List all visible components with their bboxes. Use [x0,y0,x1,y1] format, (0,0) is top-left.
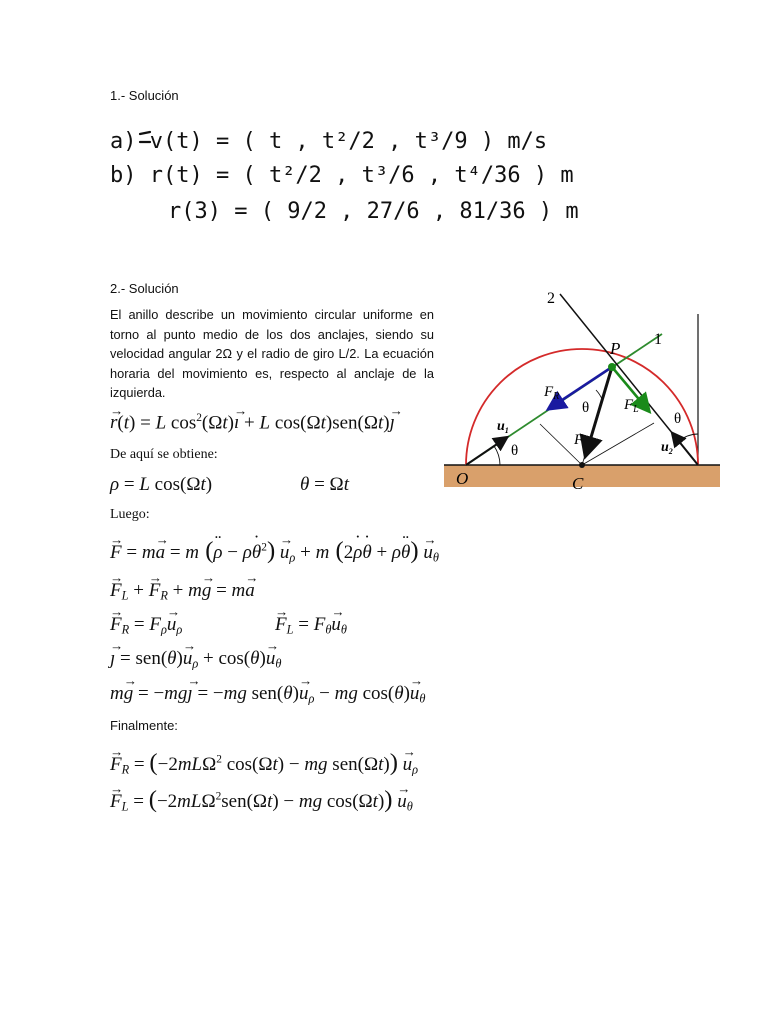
label-theta-right: θ [674,411,682,427]
handwritten-line-a: a) v(t) = ( t , t²/2 , t³/9 ) m/s [110,129,548,154]
label-theta-O: θ [511,443,519,459]
label-O: O [456,469,469,488]
ring-diagram [440,284,722,494]
label-F: F [574,432,584,448]
handwritten-solution [110,112,579,240]
label-FR: $F_R$ [544,384,560,402]
equation-weight: m→ g = −mg→ ȷ = −mg $sen(\theta)\to u_\rho$ − mg $\cos(\theta)\to u_\theta$ [110,683,425,707]
label-u1: $u_1$ [497,419,509,435]
label-P: P [610,339,621,358]
label-FL: $F_L$ [624,397,639,415]
equation-rho: ρ = L cos(Ωt) [110,474,213,495]
equation-theta: θ = Ωt [300,474,349,495]
equation-FR-def: → $F_R = F_\rho\to u_\rho$ [110,614,182,638]
label-luego: Luego: [110,507,150,522]
equation-position: → r(t) = L $\cos^2(\Omega t)\to$ ı + L cos(Ωt)sen(Ωt)→ ȷ [110,412,395,434]
section2-paragraph: El anillo describe un movimiento circular uniforme en torno al punto medio de los dos anclajes, siendo su velocidad angular 2Ω y el radio de giro L/2. La ecuación horaria del movimiento es, respecto al anclaje de la izquierda. [110,307,434,400]
handwritten-line-c: r(3) = ( 9/2 , 27/6 , 81/36 ) m [168,199,579,224]
equation-FR-final: → $F_R = (-2mL\Omega^2$ cos(Ωt) − mg $sen(\Omega t)) \to u_\rho$ [110,749,418,778]
equation-j-unit: → ȷ = $sen(\theta)\to u_\rho + \cos(\theta)\to u_\theta$ [110,648,281,672]
label-line-2: 2 [547,290,555,307]
center-point-C [579,462,585,468]
label-line-1: 1 [654,331,662,348]
force-F-arrow [586,367,612,454]
equation-newton-polar: → F = m→ a = m (¨ ρ − ρ˙ $\theta^2) \to u_\rho + m$ (2˙ ρ˙ θ + ρ¨ $\theta) \to u_\theta$ [110,537,439,566]
label-C: C [572,474,584,493]
section2-heading: 2.- Solución [110,281,179,296]
equation-force-sum: → $F_L$ + → $F_R + m\to g = m\to a$ [110,580,255,604]
equation-FL-final: → $F_L = (-2mL\Omega^2sen(\Omega t)$ − mg $\cos(\Omega t)) \to u_\theta$ [110,786,413,815]
label-finalmente: Finalmente: [110,718,178,733]
handwritten-line-b: b) r(t) = ( t²/2 , t³/6 , t⁴/36 ) m [110,163,574,188]
label-u2: $u_2$ [661,440,673,456]
label-theta-P: θ [582,400,590,416]
section1-heading: 1.- Solución [110,88,179,103]
equation-FL-def: → $F_L = F_\theta\to u_\theta$ [275,614,347,638]
ring-point-P [608,363,616,371]
label-de-aqui: De aquí se obtiene: [110,447,218,462]
